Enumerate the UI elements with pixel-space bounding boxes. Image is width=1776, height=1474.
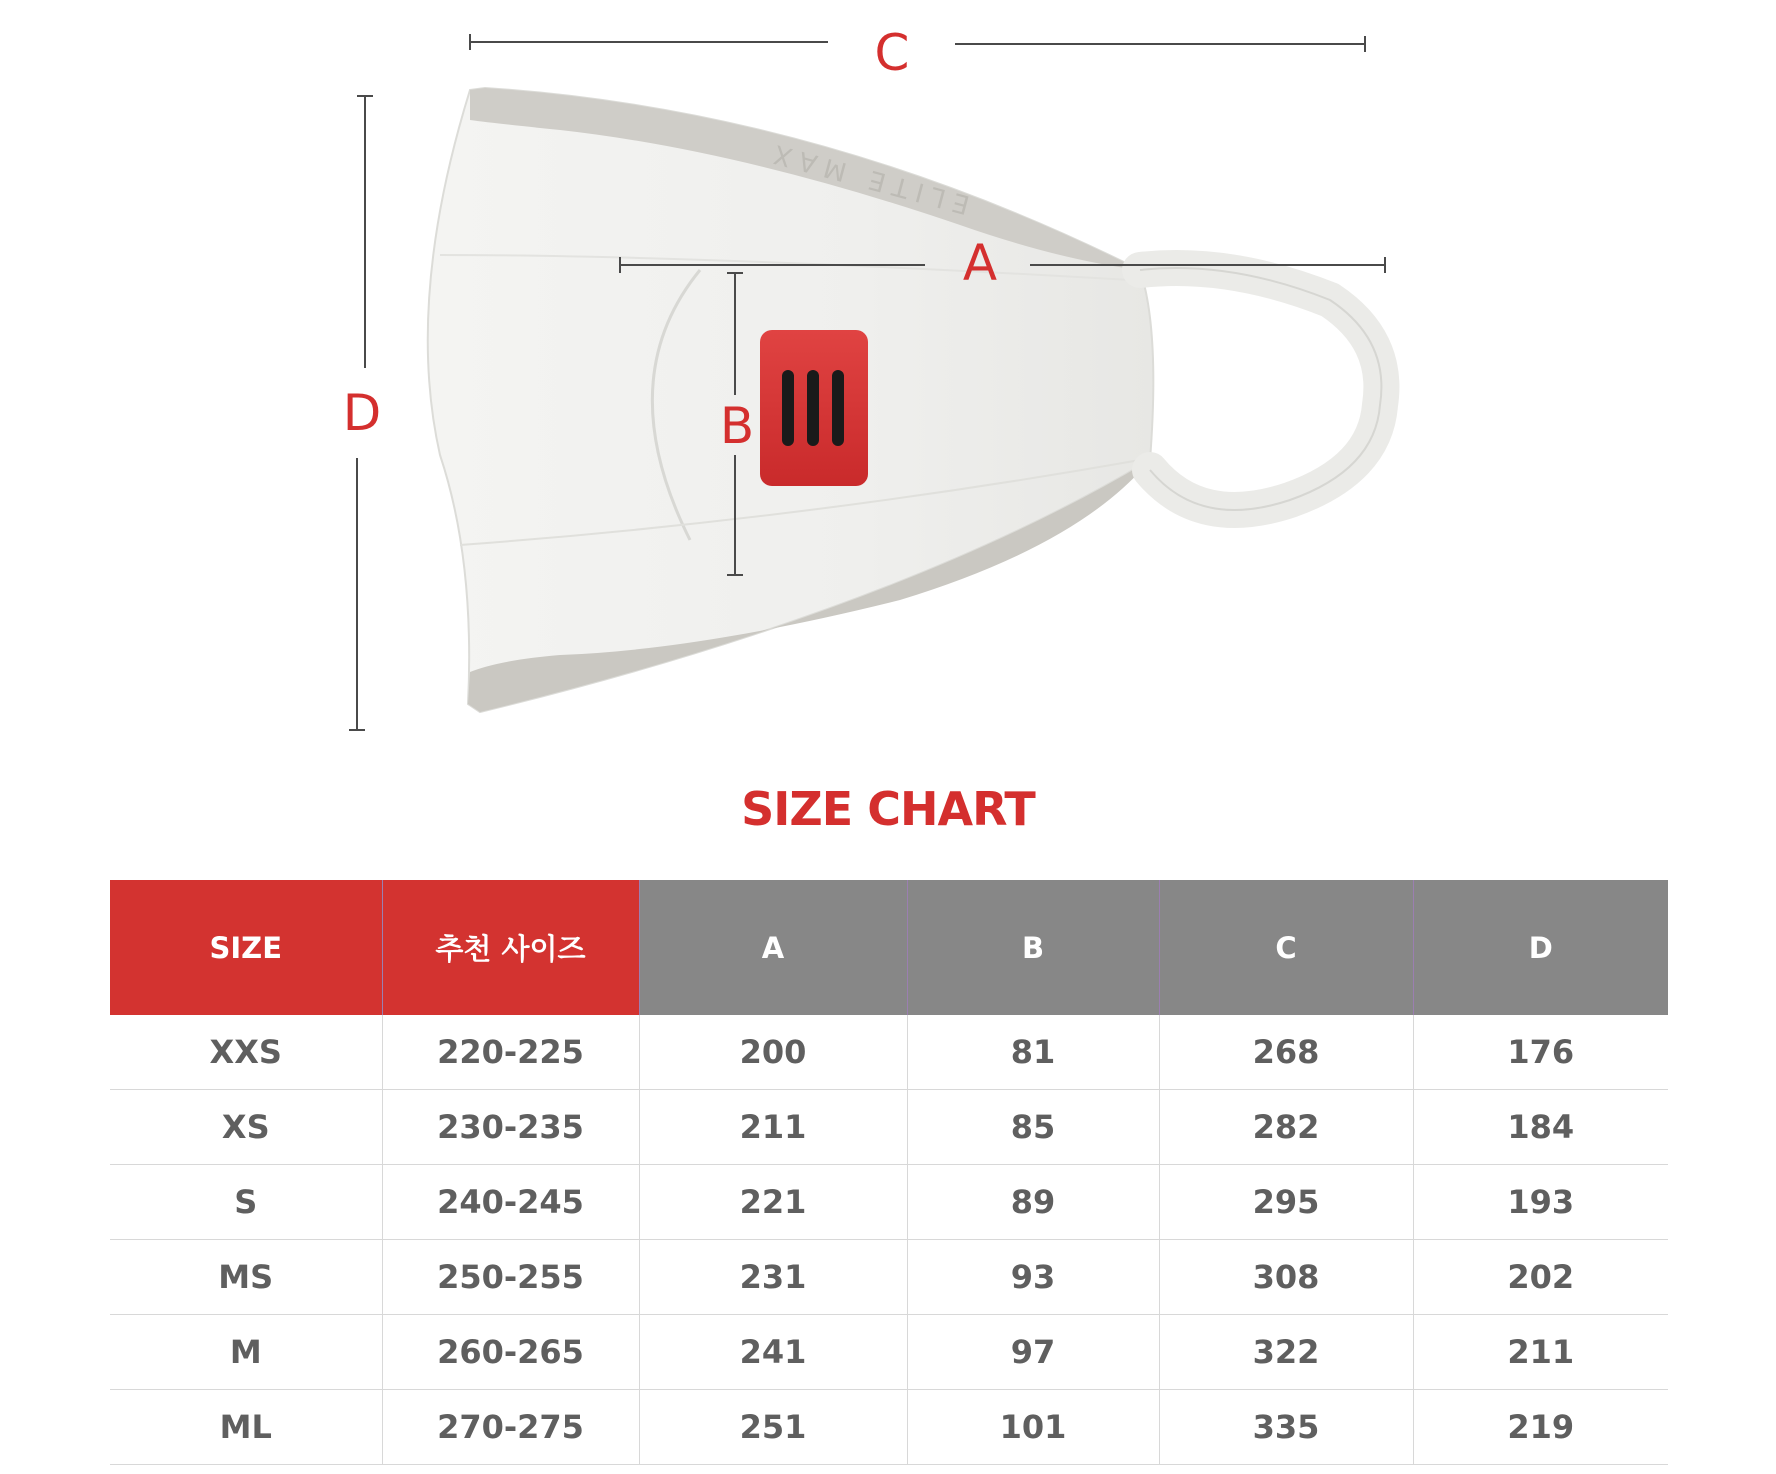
header-c: C <box>1159 880 1413 1015</box>
cell-recommended-size: 260-265 <box>382 1315 639 1390</box>
header-size: SIZE <box>110 880 382 1015</box>
dimension-label-c: C <box>874 24 910 82</box>
cell-recommended-size: 250-255 <box>382 1240 639 1315</box>
table-row <box>110 1240 1668 1315</box>
table-row <box>110 1165 1668 1240</box>
table-row <box>110 1315 1668 1390</box>
cell-a: 211 <box>639 1090 907 1165</box>
cell-size: MS <box>110 1240 382 1315</box>
size-chart-table <box>110 880 1668 1465</box>
cell-d: 184 <box>1413 1090 1668 1165</box>
cell-b: 93 <box>907 1240 1159 1315</box>
cell-d: 193 <box>1413 1165 1668 1240</box>
cell-recommended-size: 240-245 <box>382 1165 639 1240</box>
cell-a: 231 <box>639 1240 907 1315</box>
cell-c: 268 <box>1159 1015 1413 1090</box>
header-recommended-size: 추천 사이즈 <box>382 880 639 1015</box>
cell-size: S <box>110 1165 382 1240</box>
size-chart-title: SIZE CHART <box>741 782 1035 836</box>
cell-c: 335 <box>1159 1390 1413 1465</box>
cell-d: 219 <box>1413 1390 1668 1465</box>
cell-b: 101 <box>907 1390 1159 1465</box>
cell-c: 295 <box>1159 1165 1413 1240</box>
cell-c: 308 <box>1159 1240 1413 1315</box>
cell-c: 282 <box>1159 1090 1413 1165</box>
header-b: B <box>907 880 1159 1015</box>
cell-recommended-size: 220-225 <box>382 1015 639 1090</box>
cell-b: 89 <box>907 1165 1159 1240</box>
table-row <box>110 1390 1668 1465</box>
cell-size: M <box>110 1315 382 1390</box>
cell-recommended-size: 270-275 <box>382 1390 639 1465</box>
table-row <box>110 1015 1668 1090</box>
table-header-row <box>110 880 1668 1015</box>
cell-b: 81 <box>907 1015 1159 1090</box>
table-row <box>110 1090 1668 1165</box>
header-d: D <box>1413 880 1668 1015</box>
dimension-label-a: A <box>962 234 998 292</box>
cell-a: 241 <box>639 1315 907 1390</box>
cell-d: 202 <box>1413 1240 1668 1315</box>
cell-b: 97 <box>907 1315 1159 1390</box>
cell-a: 200 <box>639 1015 907 1090</box>
cell-a: 251 <box>639 1390 907 1465</box>
cell-recommended-size: 230-235 <box>382 1090 639 1165</box>
cell-size: XXS <box>110 1015 382 1090</box>
dimension-label-b: B <box>719 397 755 455</box>
cell-size: XS <box>110 1090 382 1165</box>
header-a: A <box>639 880 907 1015</box>
cell-d: 176 <box>1413 1015 1668 1090</box>
fin-embossed-text: ELITE MAX <box>763 136 973 220</box>
cell-a: 221 <box>639 1165 907 1240</box>
cell-d: 211 <box>1413 1315 1668 1390</box>
dimension-label-d: D <box>342 384 382 442</box>
cell-b: 85 <box>907 1090 1159 1165</box>
cell-size: ML <box>110 1390 382 1465</box>
cell-c: 322 <box>1159 1315 1413 1390</box>
